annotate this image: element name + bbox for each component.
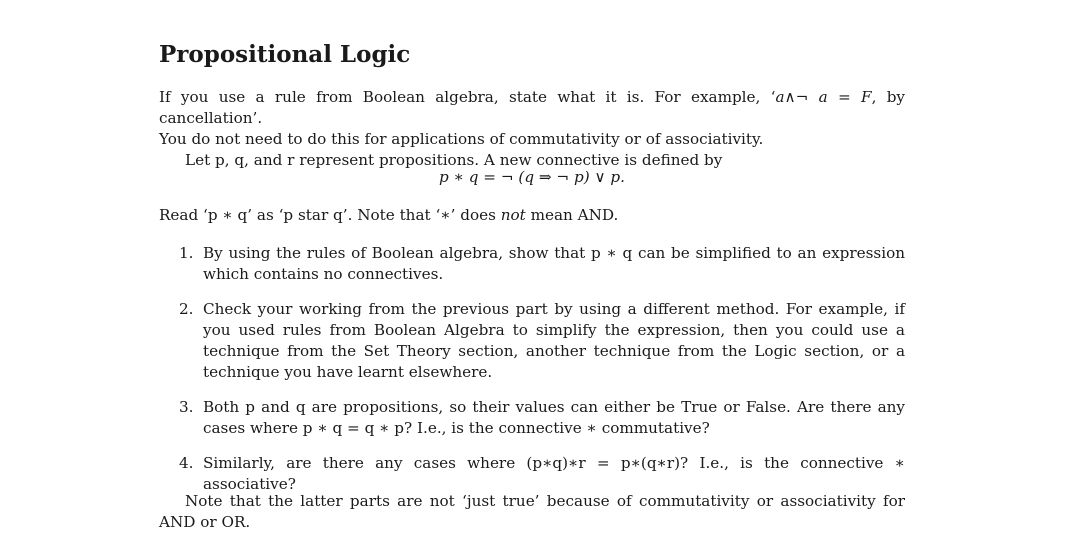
list-item-text: Check your working from the previous part by using a different method. For example, if you used rules from Boolean Algebra to simplify the expression, then you could use a technique from the Set Theory section, another technique from the Logic section, or a technique you have learnt elsewhere. [203,300,905,381]
list-item-number: 1. [179,244,194,262]
intro-paragraph [159,87,905,171]
page-title: Propositional Logic [159,41,411,68]
list-item-text: Both p and q are propositions, so their values can either be True or False. Are there any cases where p ∗ q = q ∗ p? I.e., is the connective ∗ commutative? [203,398,905,437]
read-note-end: mean AND. [525,206,619,224]
intro-line-1-start: If you use a rule from Boolean algebra, state what it is. For example, ‘ [159,88,776,106]
list-item [179,397,905,439]
list-item [179,453,905,495]
list-item-number: 4. [179,454,194,472]
list-item [179,243,905,285]
list-item-number: 3. [179,398,194,416]
intro-line-2: You do not need to do this for applications of commutativity or of associativity. [159,130,764,148]
definition-formula: p ∗ q = ¬ (q ⇒ ¬ p) ∨ p. [439,168,625,186]
list-item-text: By using the rules of Boolean algebra, show that p ∗ q can be simplified to an expression which contains no connectives. [203,244,905,283]
list-item-number: 2. [179,300,194,318]
read-note [159,205,905,226]
definition-intro: Let p, q, and r represent propositions. A new connective is defined by [185,151,723,169]
list-item-text: Similarly, are there any cases where (p∗q)∗r = p∗(q∗r)? I.e., is the connective ∗ associative? [203,454,905,493]
list-item [179,299,905,383]
read-note-start: Read ‘p ∗ q’ as ‘p star q’. Note that ‘∗’ does [159,206,501,224]
intro-line-1 [159,87,905,129]
cancellation-formula: a∧¬ a = F [775,88,872,106]
read-note-emphasis: not [500,206,526,224]
closing-note [159,491,905,533]
intro-line-1-end: , by cancellation’. [159,88,905,127]
closing-note-text: Note that the latter parts are not ‘just true’ because of commutativity or associativity for AND or OR. [159,492,905,531]
